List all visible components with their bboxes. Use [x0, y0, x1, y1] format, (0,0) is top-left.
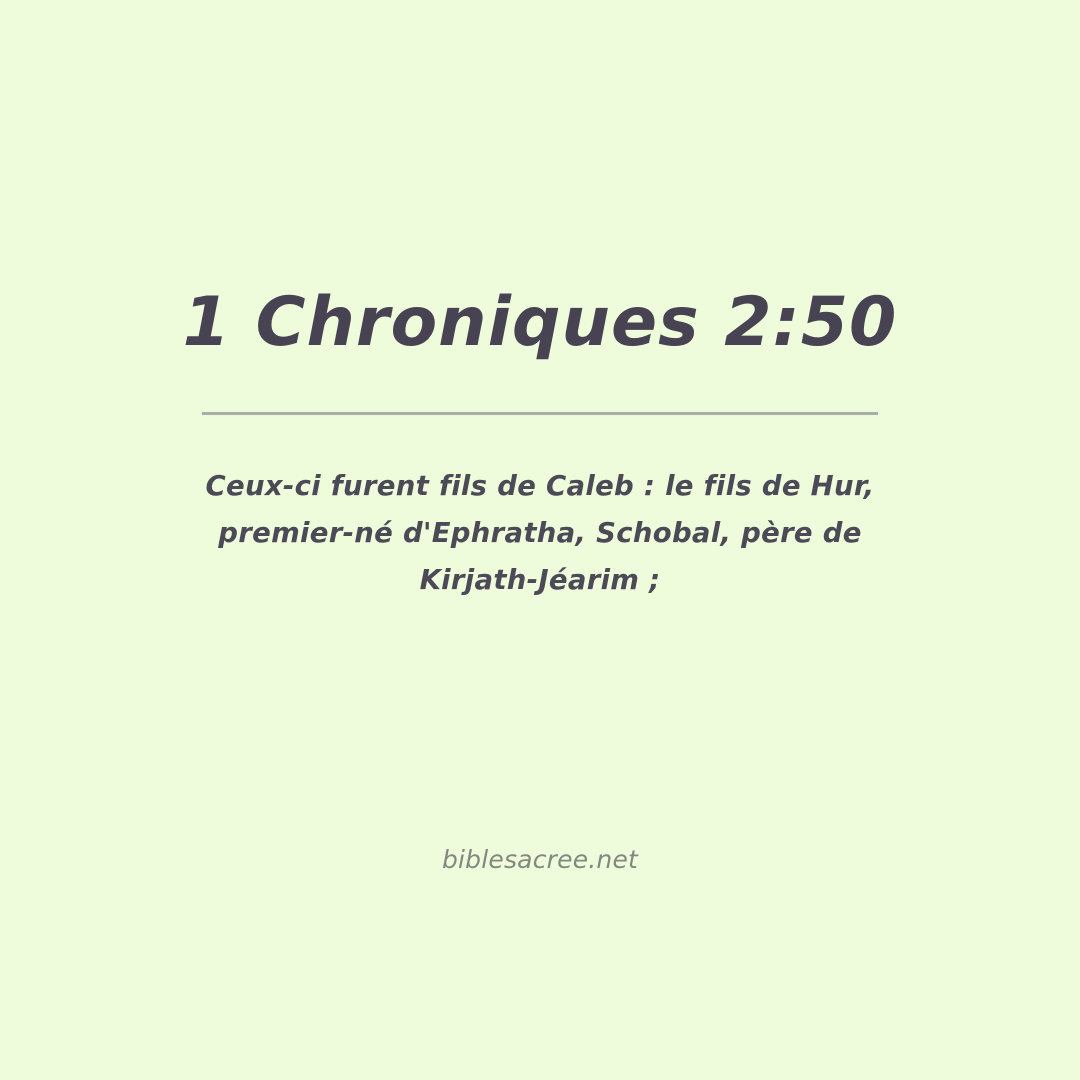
verse-text: Ceux-ci furent fils de Caleb : le fils de Hur, premier-né d'Ephratha, Schobal, père de Kirjath-Jéarim ; [205, 469, 875, 597]
horizontal-divider [202, 412, 878, 415]
verse-reference: 1 Chroniques 2:50 [182, 283, 898, 362]
site-credit: biblesacree.net [441, 845, 639, 874]
